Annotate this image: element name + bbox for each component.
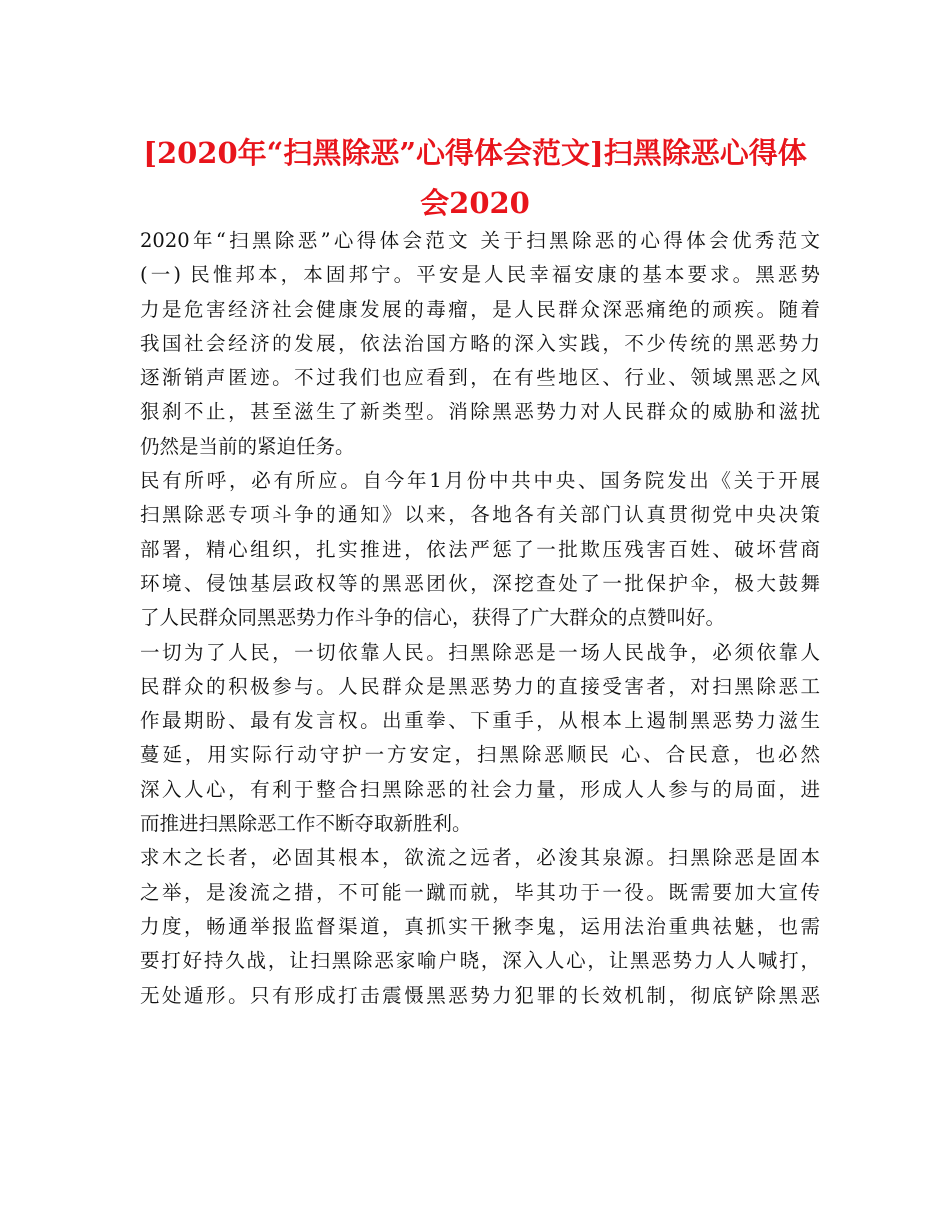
body-text-line: 力是危害经济社会健康发展的毒瘤，是人民群众深恶痛绝的顽疾。随着 <box>140 297 820 321</box>
body-text-line: 狠刹不止，甚至滋生了新类型。消除黑恶势力对人民群众的威胁和滋扰 <box>140 400 820 424</box>
body-text-line: 逐渐销声匿迹。不过我们也应看到，在有些地区、行业、领域黑恶之风 <box>140 366 820 390</box>
title-line: [2020年“扫黑除恶”心得体会范文]扫黑除恶心得体 <box>143 136 807 170</box>
body-text-line: 2020年“扫黑除恶”心得体会范文 关于扫黑除恶的心得体会优秀范文 <box>140 229 820 252</box>
body-text-line: 一切为了人民，一切依靠人民。扫黑除恶是一场人民战争，必须依靠人 <box>140 640 820 664</box>
body-text-line: 求木之长者，必固其根本，欲流之远者，必浚其泉源。扫黑除恶是固本 <box>140 846 820 870</box>
title-line: 会2020 <box>420 186 530 220</box>
body-text-line: 部署，精心组织，扎实推进，依法严惩了一批欺压残害百姓、破坏营商 <box>140 537 820 561</box>
body-text-line: 蔓延，用实际行动守护一方安定，扫黑除恶顺民 心、合民意，也必然 <box>140 743 820 767</box>
body-text-line: 深入人心，有利于整合扫黑除恶的社会力量，形成人人参与的局面，进 <box>140 777 820 801</box>
document-title <box>120 128 830 228</box>
body-text-line: 扫黑除恶专项斗争的通知》以来，各地各有关部门认真贯彻党中央决策 <box>140 503 820 527</box>
body-text-line: 民群众的积极参与。人民群众是黑恶势力的直接受害者，对扫黑除恶工 <box>140 674 820 698</box>
body-text-line: 要打好持久战，让扫黑除恶家喻户晓，深入人心，让黑恶势力人人喊打， <box>140 949 820 973</box>
body-text-line: 我国社会经济的发展，依法治国方略的深入实践，不少传统的黑恶势力 <box>140 331 820 355</box>
body-text-line: 之举，是浚流之措，不可能一蹴而就，毕其功于一役。既需要加大宣传 <box>140 880 820 904</box>
body-text-line: 力度，畅通举报监督渠道，真抓实干揪李鬼，运用法治重典祛魅，也需 <box>140 914 820 938</box>
body-text-line: 仍然是当前的紧迫任务。 <box>140 434 355 458</box>
body-text-line: 了人民群众同黑恶势力作斗争的信心，获得了广大群众的点赞叫好。 <box>140 606 726 630</box>
document-body <box>140 224 820 1013</box>
body-text-line: 民有所呼，必有所应。自今年1月份中共中央、国务院发出《关于开展 <box>140 469 820 493</box>
body-text-line: 作最期盼、最有发言权。出重拳、下重手，从根本上遏制黑恶势力滋生 <box>140 709 820 733</box>
body-text-line: 无处遁形。只有形成打击震慑黑恶势力犯罪的长效机制，彻底铲除黑恶 <box>140 983 820 1007</box>
body-text-line: 而推进扫黑除恶工作不断夺取新胜利。 <box>140 812 472 836</box>
body-text-line: (一) 民惟邦本，本固邦宁。平安是人民幸福安康的基本要求。黑恶势 <box>140 263 820 287</box>
body-text-line: 环境、侵蚀基层政权等的黑恶团伙，深挖查处了一批保护伞，极大鼓舞 <box>140 571 820 595</box>
